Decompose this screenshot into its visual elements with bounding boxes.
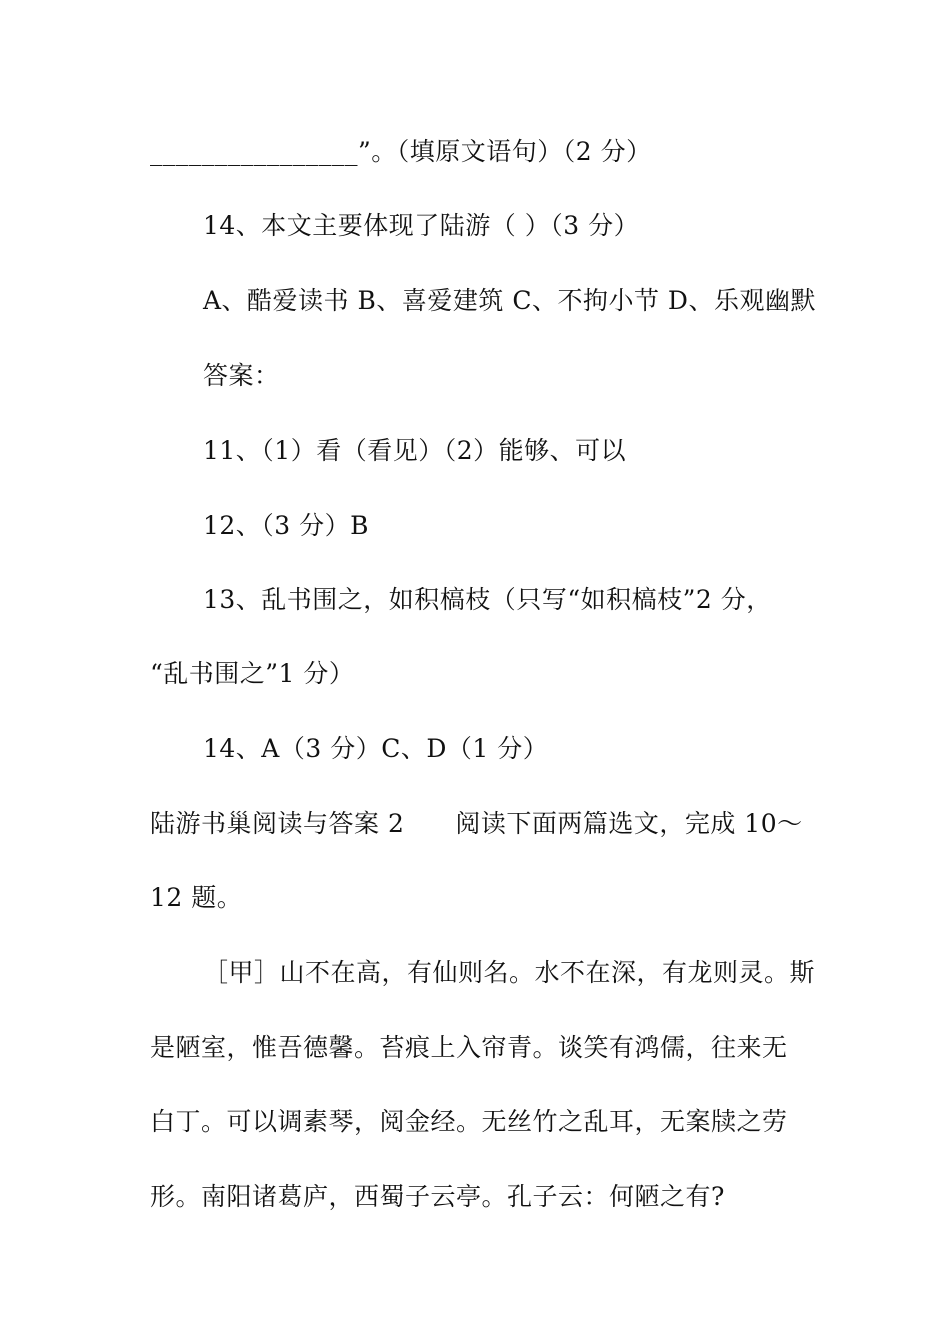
passage-line: 是陋室，惟吾德馨。苔痕上入帘青。谈笑有鸿儒，往来无: [150, 1033, 788, 1062]
fill-blank-line: ________________”。（填原文语句）（2 分）: [150, 137, 652, 166]
passage-line: ［甲］山不在高，有仙则名。水不在深，有龙则灵。斯: [203, 958, 816, 987]
answer-12: 12、（3 分）B: [203, 511, 370, 540]
section-title-continued: 12 题。: [150, 883, 243, 912]
passage-line: 白丁。可以调素琴，阅金经。无丝竹之乱耳，无案牍之劳: [150, 1107, 788, 1136]
answer-13-continued: “乱书围之”1 分）: [150, 659, 355, 688]
question-14-options: A、酷爱读书 B、喜爱建筑 C、不拘小节 D、乐观幽默: [203, 286, 816, 315]
question-14: 14、本文主要体现了陆游（ ）（3 分）: [203, 211, 640, 240]
answer-heading: 答案：: [203, 361, 280, 390]
passage-line: 形。南阳诸葛庐，西蜀子云亭。孔子云：何陋之有?: [150, 1182, 725, 1211]
answer-14: 14、A（3 分）C、D（1 分）: [203, 734, 549, 763]
answer-11: 11、（1）看（看见）（2）能够、可以: [203, 436, 627, 465]
answer-13: 13、乱书围之，如积槁枝（只写“如积槁枝”2 分，: [203, 585, 772, 614]
section-title: 陆游书巢阅读与答案 2 阅读下面两篇选文，完成 10～: [150, 809, 803, 838]
